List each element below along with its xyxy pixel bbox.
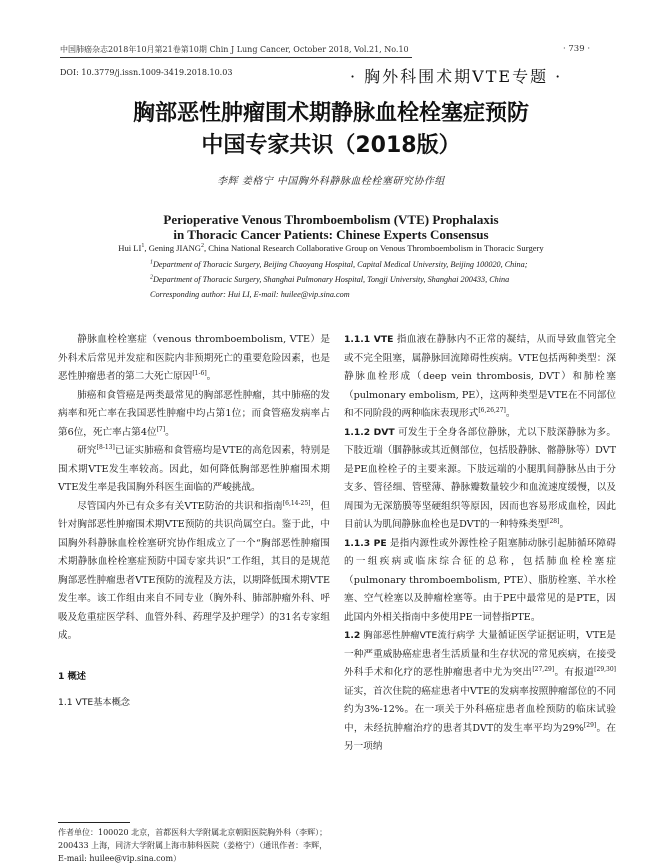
- footnote: 作者单位：100020 北京，首都医科大学附属北京朝阳医院胸外科（李辉）；200433 上海，同济大学附属上海市肺科医院（姜格宁）（通讯作者：李辉，E-mail: huilee@vip.sina.com）: [58, 828, 328, 863]
- paragraph-text: 已证实肺癌和食管癌均是VTE的高危因素，特别是围术期VTE发生率较高。因此，如何降低胸部恶性肿瘤围术期VTE发生率是我国胸外科医生面临的严峻挑战。: [58, 445, 330, 493]
- paragraph-text: 。在另一项纳: [344, 722, 616, 752]
- citation[interactable]: [29]: [583, 721, 597, 729]
- paragraph-1-1-2: [344, 424, 616, 535]
- title-cn-line1: 胸部恶性肿瘤围术期静脉血栓栓塞症预防: [132, 101, 529, 126]
- title-cn-line2: 中国专家共识（2018版）: [201, 133, 461, 158]
- paragraph-text: 。有报道: [554, 667, 595, 678]
- paragraph-text: 可发生于全身各部位静脉，尤以下肢深静脉为多。下肢近端（腘静脉或其近侧部位，包括股静脉、髂静脉等）DVT是PE血栓栓子的主要来源。下肢远端的小腿肌间静脉丛由于分支多、管径细、管壁薄、静脉瓣数量较少和血流速度缓慢，以及周围为无深筋膜等坚硬组织等原因，因而也容易形成血栓，因此目前认为肌间静脉血栓也是DVT的一种特殊类型: [344, 426, 616, 530]
- paragraph-text: ，但针对胸部恶性肿瘤围术期VTE预防的共识尚属空白。鉴于此，中国胸外科静脉血栓栓塞研究协作组成立了一个“胸部恶性肿瘤围术期静脉血栓栓塞症预防中国专家共识”工作组，其目的是规范胸部恶性肿瘤患者VTE预防的流程及方法，以期降低围术期VTE发生率。该工作组由来自不同专业（胸外科、肺部肿瘤外科、呼吸及危重症医学科、血管外科、药理学及护理学）的31名专家组成。: [58, 500, 330, 641]
- subsection-heading: 1.1 VTE基本概念: [58, 697, 130, 708]
- affiliation-1: [150, 260, 527, 269]
- citation[interactable]: [29,30]: [594, 665, 617, 673]
- paragraph-1-2: [344, 627, 616, 757]
- paragraph: [58, 442, 330, 498]
- special-issue-label: · 胸外科围术期VTE专题 ·: [350, 67, 563, 86]
- paragraph-text: 。: [559, 519, 570, 530]
- affiliation-1-text: Department of Thoracic Surgery, Beijing Chaoyang Hospital, Capital Medical University, Beijing 100020, China;: [153, 260, 528, 269]
- left-column: [58, 331, 330, 713]
- section-heading: 1 概述: [58, 670, 86, 682]
- paragraph-text: 。: [206, 371, 217, 382]
- subsection-label: 1.2: [344, 630, 361, 641]
- author-sup-2: 2: [201, 243, 204, 250]
- paragraph-text: 是指内源性或外源性栓子阻塞肺动脉引起肺循环障碍的一组疾病或临床综合征的总称，包括肺血栓栓塞症（pulmonary thromboembolism, PTE）、脂肪栓塞、羊水栓塞、空气栓塞以及肿瘤栓塞等。由于PE中最常见的是PTE，因此国内外相关指南中多使用PE一词替指PTE。: [344, 537, 616, 623]
- paragraph-text: 指血液在静脉内不正常的凝结，从而导致血管完全或不完全阻塞，属静脉回流障碍性疾病。VTE包括两种类型：深静脉血栓形成（deep vein thrombosis, DVT）和肺栓塞（pulmonary embolism, PE），这两种类型是VTE在不同部位和不同阶段的两种临床表现形式: [344, 334, 616, 419]
- title-en-line1: Perioperative Venous Thromboembolism (VTE) Prophalaxis: [163, 212, 499, 227]
- paragraph-text: 静脉血栓栓塞症（venous thromboembolism, VTE）是外科术后常见并发症和医院内非预期死亡的重要危险因素，也是恶性肿瘤患者的第二大死亡原因: [58, 334, 330, 382]
- author-sup-1: 1: [141, 243, 145, 250]
- citation[interactable]: [6,14-25]: [282, 499, 311, 507]
- page-number: · 739 ·: [563, 44, 591, 54]
- subsection-label: 1.1.1 VTE: [344, 334, 394, 345]
- author-en-2: , Gening JIANG: [144, 243, 201, 253]
- citation[interactable]: [8-13]: [96, 443, 115, 451]
- paragraph-text: 。: [165, 426, 175, 438]
- citation[interactable]: [27,29]: [532, 665, 555, 673]
- paragraph-1-1-3: [344, 535, 616, 628]
- paragraph-text: 证实，首次住院的癌症患者中VTE的发病率按照肿瘤部位的不同约为3%-12%。在一项关于外科癌症患者血栓预防的临床试验中，未经抗肿瘤治疗的患者其DVT的发生率平均为29%: [344, 685, 616, 734]
- paragraph-text: 。: [505, 408, 516, 419]
- affiliation-2: [150, 275, 509, 284]
- paragraph: [58, 387, 330, 443]
- footnote-rule: [58, 822, 130, 823]
- authors-en: [0, 243, 662, 253]
- author-en-group: , China National Research Collaborative Group on Venous Thromboembolism in Thoracic Surgery: [204, 243, 544, 253]
- citation[interactable]: [6,26,27]: [478, 406, 506, 414]
- header-rule: [60, 57, 412, 58]
- paragraph-text: 大量循证医学证据证明，VTE是一种严重威胁癌症患者生活质量和生存状况的常见疾病，在接受外科手术和化疗的恶性肿瘤患者中尤为突出: [344, 630, 616, 678]
- citation[interactable]: [7]: [156, 425, 166, 433]
- doi-line[interactable]: DOI: 10.3779/j.issn.1009-3419.2018.10.03: [60, 68, 233, 77]
- corresponding-author[interactable]: Corresponding author: Hui LI, E-mail: huilee@vip.sina.com: [150, 290, 350, 299]
- citation[interactable]: [1-6]: [192, 369, 207, 377]
- aff-sup-1: 1: [150, 259, 153, 266]
- journal-header: 中国肺癌杂志2018年10月第21卷第10期 Chin J Lung Cancer, October 2018, Vol.21, No.10: [60, 45, 409, 54]
- paragraph: [58, 498, 330, 646]
- subsection-title: 胸部恶性肿瘤VTE流行病学: [360, 630, 476, 641]
- aff-sup-2: 2: [150, 274, 153, 281]
- paragraph: [58, 331, 330, 387]
- affiliation-2-text: Department of Thoracic Surgery, Shanghai Pulmonary Hospital, Tongji University, Shanghai 200433, China: [153, 275, 510, 284]
- paragraph-1-1-1: [344, 331, 616, 424]
- author-en-1: Hui LI: [118, 243, 142, 253]
- paragraph-text: 肺癌和食管癌是两类最常见的胸部恶性肿瘤，其中肺癌的发病率和死亡率在我国恶性肿瘤中均占第1位；而食管癌发病率占第6位，死亡率占第4位: [58, 389, 330, 438]
- authors-cn: 李辉 姜格宁 中国胸外科静脉血栓栓塞研究协作组: [217, 176, 445, 187]
- paragraph-text: 研究: [77, 445, 97, 456]
- paragraph-text: 尽管国内外已有众多有关VTE防治的共识和指南: [77, 500, 283, 512]
- right-column: [344, 331, 616, 757]
- subsection-label: 1.1.3 PE: [344, 537, 387, 549]
- subsection-label: 1.1.2 DVT: [344, 426, 395, 438]
- title-en-line2: in Thoracic Cancer Patients: Chinese Experts Consensus: [173, 227, 489, 242]
- citation[interactable]: [28]: [547, 517, 560, 525]
